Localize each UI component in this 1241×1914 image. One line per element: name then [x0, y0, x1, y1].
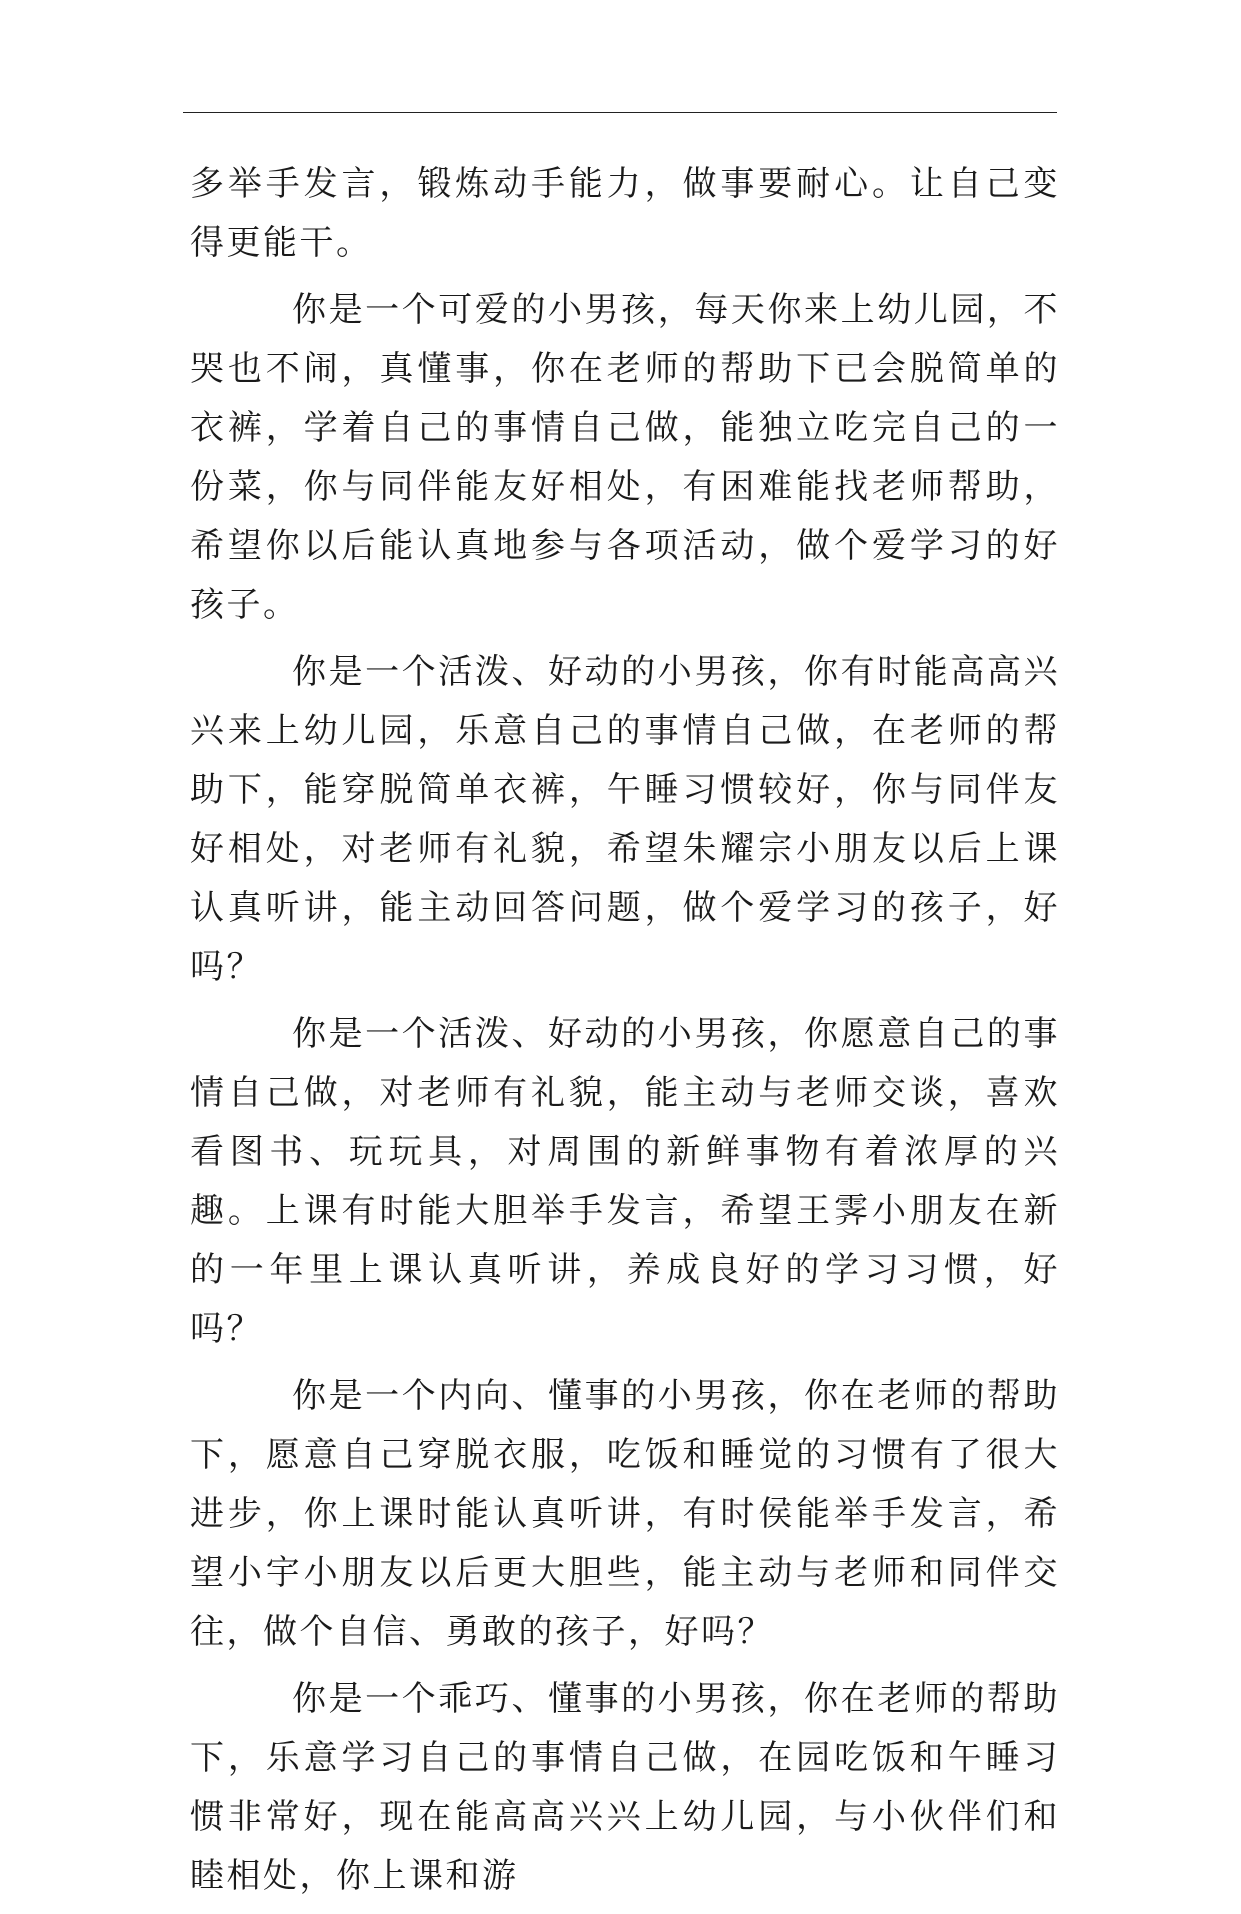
paragraph-4: 你是一个活泼、好动的小男孩，你愿意自己的事情自己做，对老师有礼貌，能主动与老师交谈，喜欢看图书、玩玩具，对周围的新鲜事物有着浓厚的兴趣。上课有时能大胆举手发言，希望王霁小朋友在新的一年里上课认真听讲，养成良好的学习习惯，好吗？ [190, 1014, 1060, 1349]
header-rule [183, 112, 1057, 113]
paragraph-6: 你是一个乖巧、懂事的小男孩，你在老师的帮助下，乐意学习自己的事情自己做，在园吃饭和午睡习惯非常好，现在能高高兴兴上幼儿园，与小伙伴们和睦相处，你上课和游 [190, 1679, 1060, 1896]
body-text [190, 155, 1060, 1914]
paragraph-2: 你是一个可爱的小男孩，每天你来上幼儿园，不哭也不闹，真懂事，你在老师的帮助下已会脱简单的衣裤，学着自己的事情自己做，能独立吃完自己的一份菜，你与同伴能友好相处，有困难能找老师帮助，希望你以后能认真地参与各项活动，做个爱学习的好孩子。 [190, 290, 1060, 625]
paragraph-1: 多举手发言，锻炼动手能力，做事要耐心。让自己变得更能干。 [190, 164, 1060, 263]
paragraph-3: 你是一个活泼、好动的小男孩，你有时能高高兴兴来上幼儿园，乐意自己的事情自己做，在老师的帮助下，能穿脱简单衣裤，午睡习惯较好，你与同伴友好相处，对老师有礼貌，希望朱耀宗小朋友以后上课认真听讲，能主动回答问题，做个爱学习的孩子，好吗？ [190, 652, 1060, 987]
paragraph-5: 你是一个内向、懂事的小男孩，你在老师的帮助下，愿意自己穿脱衣服，吃饭和睡觉的习惯有了很大进步，你上课时能认真听讲，有时侯能举手发言，希望小宇小朋友以后更大胆些，能主动与老师和同伴交往，做个自信、勇敢的孩子，好吗？ [190, 1376, 1060, 1652]
